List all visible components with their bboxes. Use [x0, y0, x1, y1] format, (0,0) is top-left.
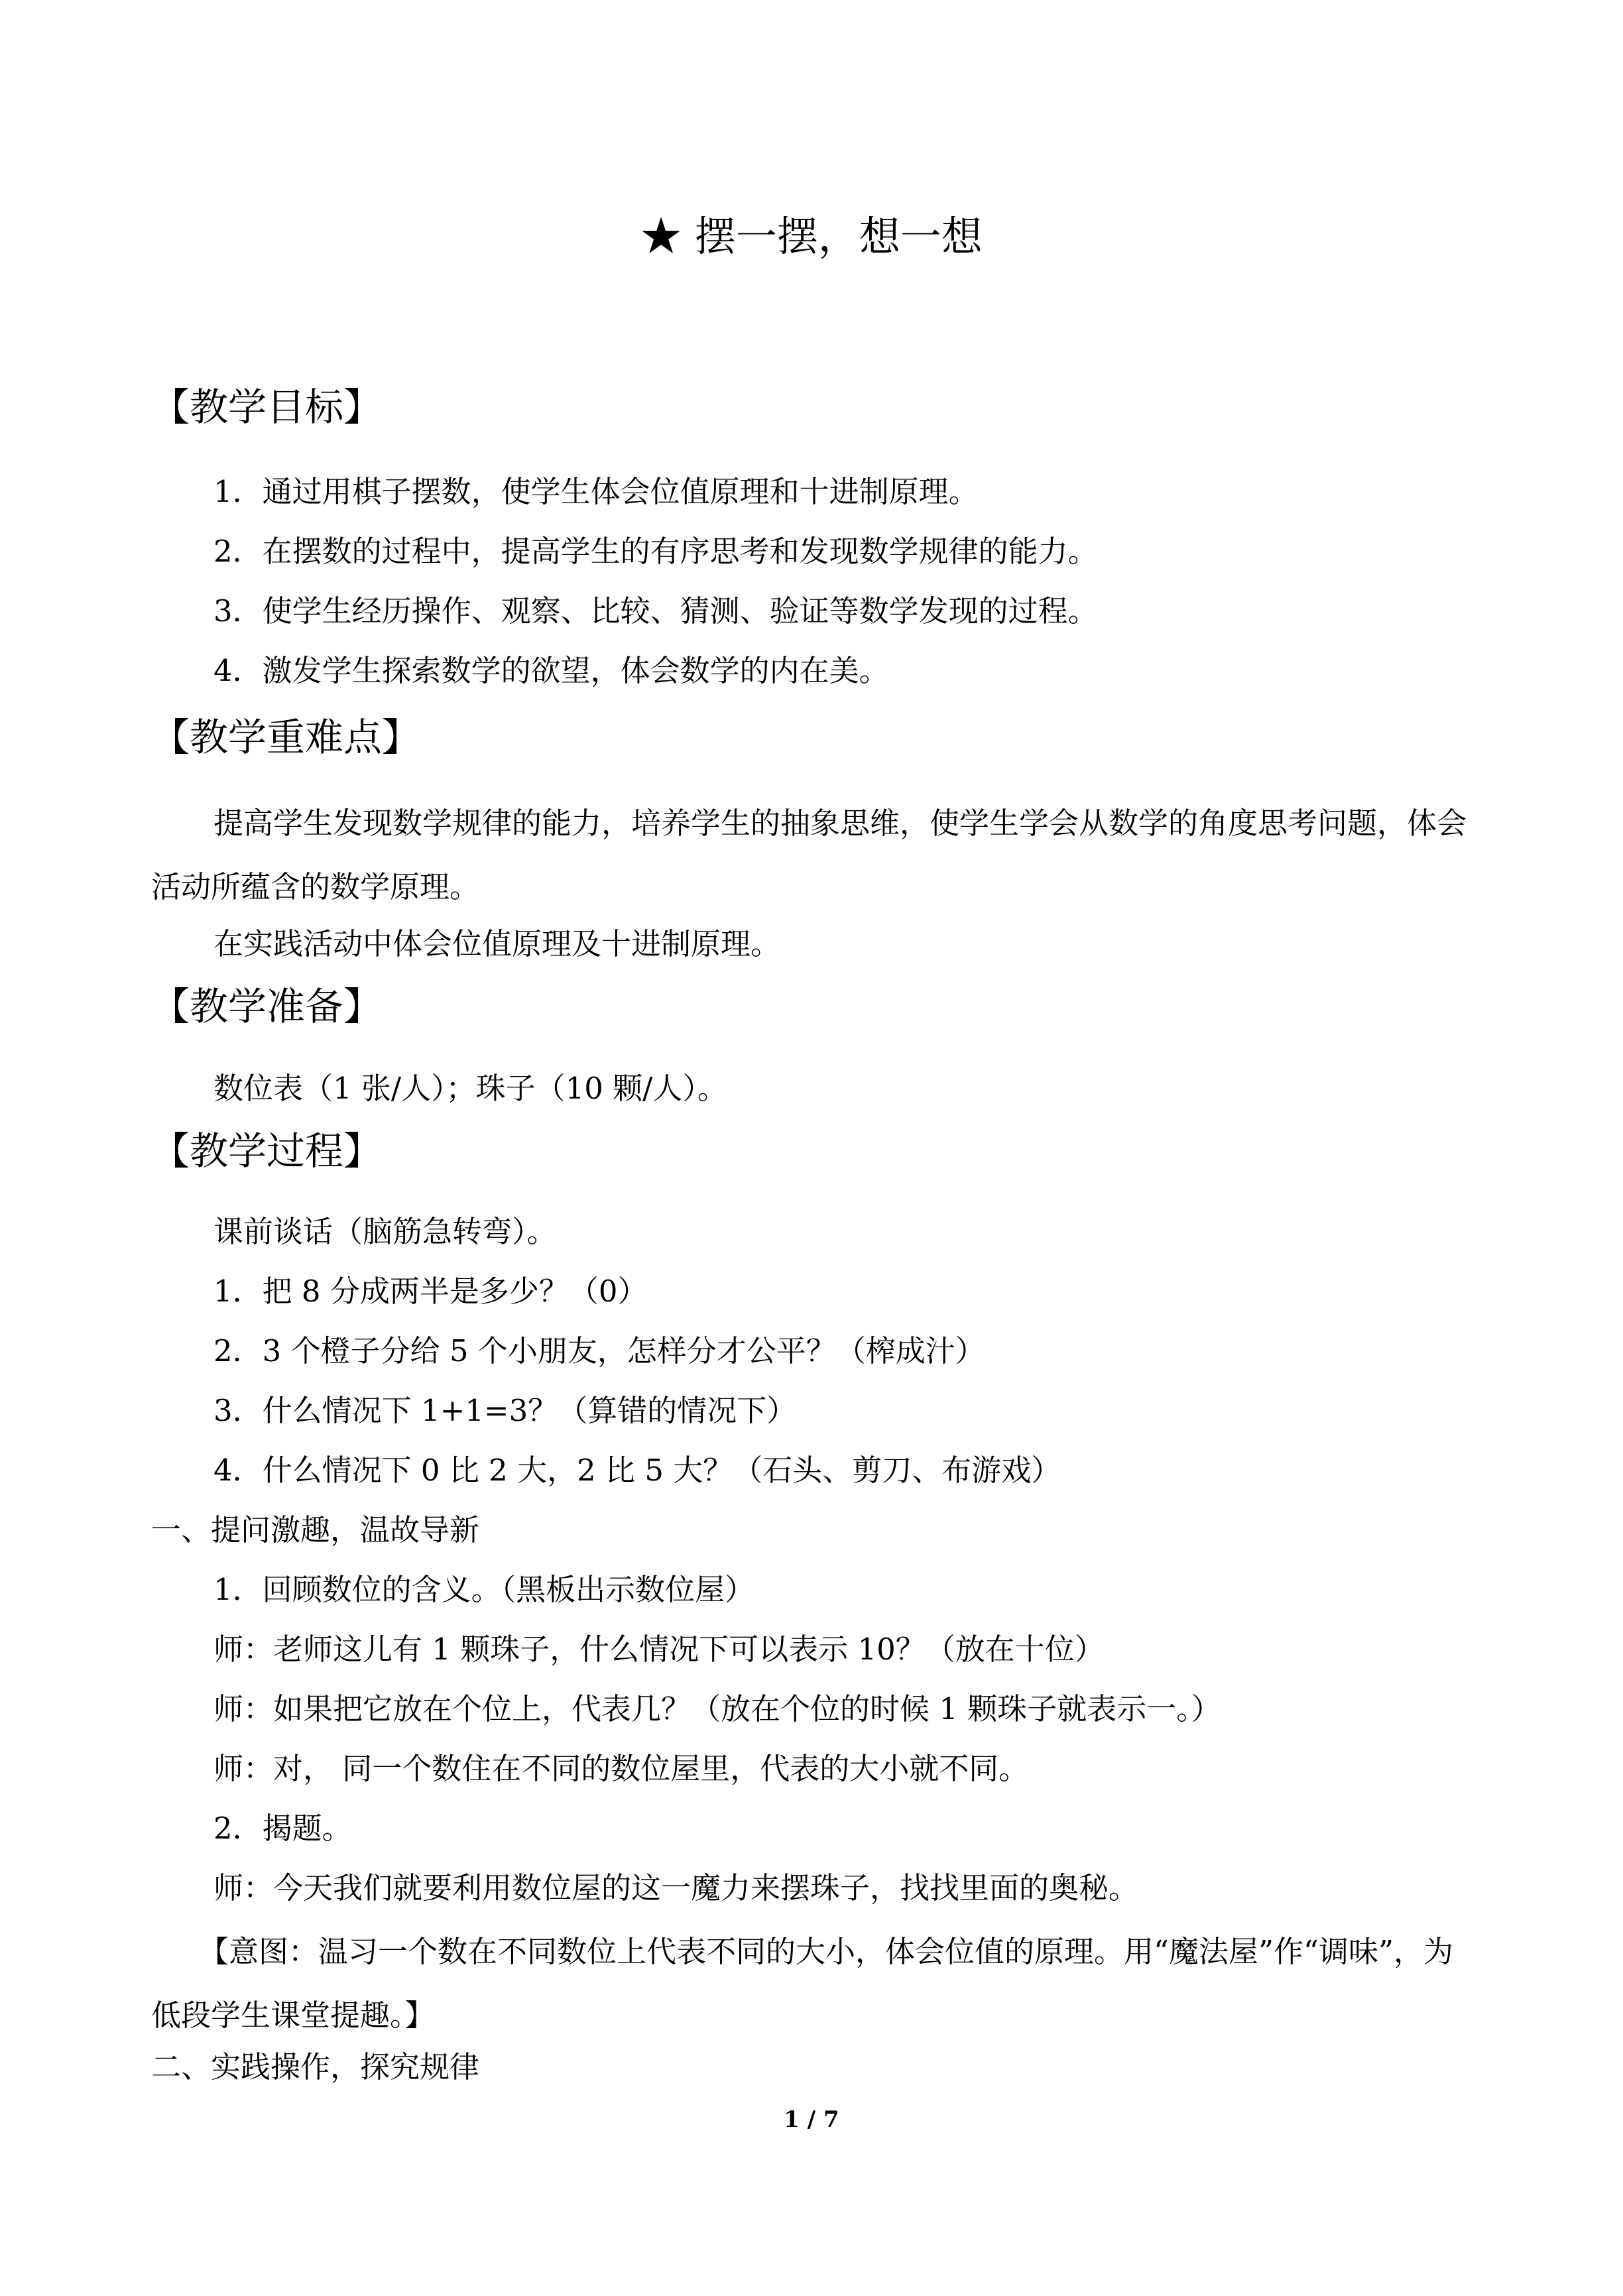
part1-line-4: 师：对， 同一个数住在不同的数位屋里，代表的大小就不同。 — [213, 1751, 1029, 1786]
heading-process: 【教学过程】 — [151, 1128, 383, 1174]
page-title: ★ 摆一摆，想一想 — [640, 212, 983, 261]
riddle-2: 2．3 个橙子分给 5 个小朋友，怎样分才公平？（榨成汁） — [213, 1333, 985, 1368]
part1-line-1: 1．回顾数位的含义。（黑板出示数位屋） — [213, 1572, 755, 1607]
part1-line-3: 师：如果把它放在个位上，代表几？（放在个位的时候 1 颗珠子就表示一。） — [213, 1691, 1221, 1726]
part2-title: 二、实践操作，探究规律 — [151, 2049, 480, 2085]
heading-goals: 【教学目标】 — [151, 385, 383, 430]
part1-title: 一、提问激趣，温故导新 — [151, 1512, 480, 1547]
part1-line-2: 师：老师这儿有 1 颗珠子，什么情况下可以表示 10？（放在十位） — [213, 1632, 1105, 1667]
riddle-3: 3．什么情况下 1+1=3？（算错的情况下） — [213, 1393, 797, 1428]
process-intro: 课前谈话（脑筋急转弯）。 — [213, 1214, 557, 1249]
heading-preparation: 【教学准备】 — [151, 984, 383, 1029]
goal-item-3: 3．使学生经历操作、观察、比较、猜测、验证等数学发现的过程。 — [213, 593, 1098, 629]
riddle-4: 4．什么情况下 0 比 2 大，2 比 5 大？（石头、剪刀、布游戏） — [213, 1453, 1061, 1488]
preparation-text: 数位表（1 张/人）；珠子（10 颗/人）。 — [213, 1071, 727, 1106]
goal-item-2: 2．在摆数的过程中，提高学生的有序思考和发现数学规律的能力。 — [213, 534, 1098, 569]
key-points-paragraph-1: 提高学生发现数学规律的能力，培养学生的抽象思维，使学生学会从数学的角度思考问题，体会活动所蕴含的数学原理。 — [151, 806, 1467, 904]
goal-item-4: 4．激发学生探索数学的欲望，体会数学的内在美。 — [213, 653, 889, 688]
part1-line-5: 2．揭题。 — [213, 1811, 352, 1846]
intent-note: 【意图：温习一个数在不同数位上代表不同的大小，体会位值的原理。用“魔法屋”作“调味”，为低段学生课堂提趣。】 — [151, 1934, 1454, 2033]
heading-key-points: 【教学重难点】 — [151, 715, 421, 760]
riddle-1: 1．把 8 分成两半是多少？（0） — [213, 1274, 648, 1309]
goal-item-1: 1．通过用棋子摆数，使学生体会位值原理和十进制原理。 — [213, 474, 979, 509]
part1-line-6: 师：今天我们就要利用数位屋的这一魔力来摆珠子，找找里面的奥秘。 — [213, 1870, 1139, 1905]
key-points-paragraph-2: 在实践活动中体会位值原理及十进制原理。 — [213, 926, 781, 961]
page-number: 1 / 7 — [784, 2106, 839, 2133]
